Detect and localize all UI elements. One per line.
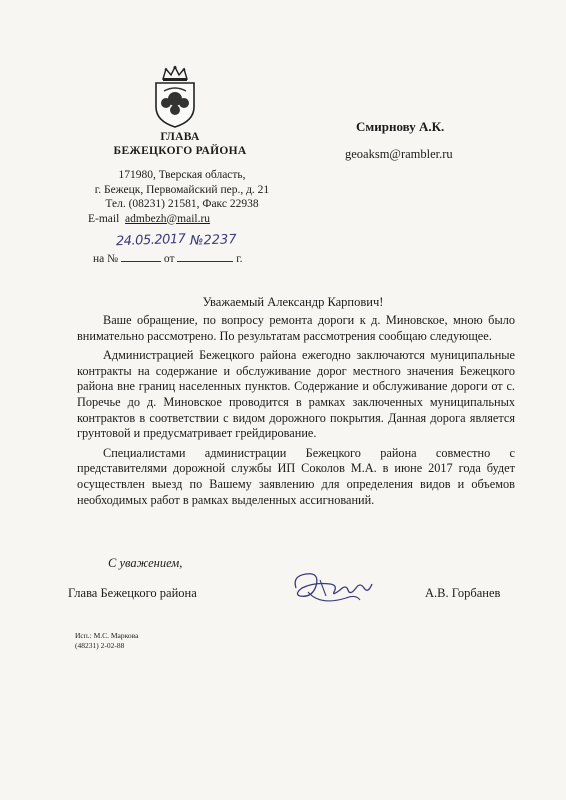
reg-from-label: от — [163, 253, 175, 265]
address-line1: 171980, Тверская область, — [118, 169, 246, 181]
body-paragraph: Специалистами администрации Бежецкого района совместно с представителями дорожной службы ИП Соколов М.А. в июне 2017 года будет осуществлен выезд по Вашему заявлению для определения видов и объемов необходимых работ в рамках выделенных ассигнований. — [77, 445, 515, 507]
handwritten-signature-icon — [290, 566, 376, 610]
signer-name: А.В. Горбанев — [425, 586, 501, 600]
reg-no-label: на № — [93, 253, 119, 265]
phone-line: Тел. (08231) 21581, Факс 22938 — [105, 198, 259, 210]
executor-phone: (48231) 2-02-88 — [75, 641, 125, 650]
recipient-email: geoaksm@rambler.ru — [345, 147, 453, 161]
org-address — [62, 168, 302, 226]
signer-position: Глава Бежецкого района — [68, 586, 197, 600]
salutation: Уважаемый Александр Карпович! — [202, 295, 384, 309]
org-email-link[interactable]: admbezh@mail.ru — [125, 212, 211, 225]
letter-body — [77, 313, 515, 512]
executor-name: Исп.: М.С. Маркова — [75, 631, 139, 640]
body-paragraph: Администрацией Бежецкого района ежегодно заключаются муниципальные контракты на содержание и обслуживание дорог местного значения Бежецкого района вне границ населенных пунктов. Содержание и обслуживание дороги от с. Поречье до д. Миновское проводится в рамках заключенных муниципальных контрактов в соответствии с видом дорожного покрытия. Данная дорога является грунтовой и предусматривает грейдирование. — [77, 348, 515, 441]
address-line2: г. Бежецк, Первомайский пер., д. 21 — [94, 183, 270, 196]
handwritten-date: 24.05.2017 — [115, 231, 186, 250]
executor-info — [75, 631, 138, 651]
email-label: E-mail — [88, 212, 120, 225]
org-title-line1: ГЛАВА — [160, 131, 200, 143]
recipient-name: Смирнову А.К. — [356, 119, 445, 134]
reg-year-suffix: г. — [236, 253, 243, 265]
regards: С уважением, — [108, 556, 183, 570]
org-email-row — [62, 212, 302, 227]
reg-date-blank — [177, 251, 233, 262]
handwritten-number: №2237 — [189, 232, 237, 249]
reg-number-blank — [121, 251, 161, 262]
org-title-line2: БЕЖЕЦКОГО РАЙОНА — [113, 145, 247, 157]
registration-line — [93, 251, 243, 265]
coat-of-arms-icon — [146, 65, 204, 129]
body-paragraph: Ваше обращение, по вопросу ремонта дороги к д. Миновское, мною было внимательно рассмотрено. По результатам рассмотрения сообщаю следующее. — [77, 313, 515, 343]
org-title — [95, 130, 265, 158]
